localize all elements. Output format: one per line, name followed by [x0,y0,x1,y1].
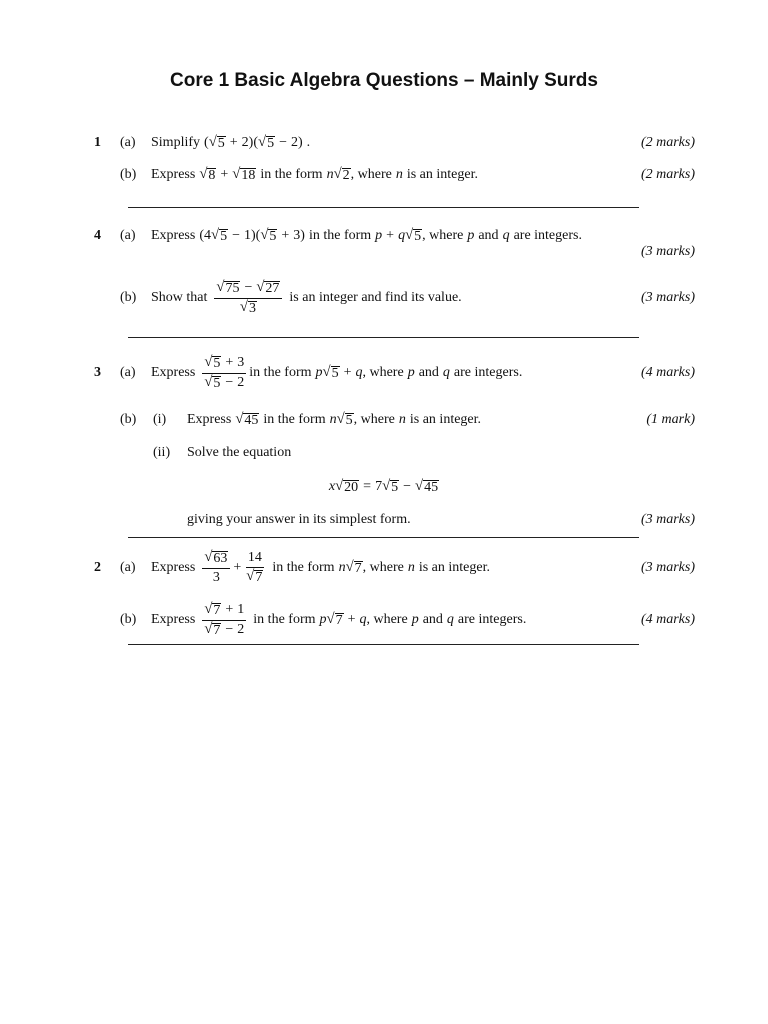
question-2-part-a [0,548,768,588]
marks: (4 marks) [640,365,695,380]
part-label: (a) [120,135,136,150]
document-title: Core 1 Basic Algebra Questions – Mainly Surds [170,70,598,91]
question-4-part-a-marks-row [0,232,768,272]
marks: (3 marks) [640,290,695,305]
fraction: √ 63 3 [202,550,230,585]
subpart-label: (i) [153,412,167,427]
fraction: √ 5 + 3 √ 5 − 2 [204,353,245,391]
part-label: (a) [120,365,136,380]
question-number: 2 [94,560,101,575]
question-text: Show that √ 75 − √ 27 √ 3 is an integer and find its value. [151,278,462,316]
question-text: Express √ 7 + 1 √ 7 − 2 in the form p √ 7 + q , where p and q are integers. [151,600,527,638]
question-text: Express √ 45 in the form n √ 5 , where n is an integer. [187,410,482,428]
divider [128,337,639,338]
question-number: 4 [94,228,101,243]
part-label: (a) [120,560,136,575]
part-label: (b) [120,167,137,182]
marks: (4 marks) [640,612,695,627]
fraction: 14 √ 7 [246,550,263,585]
divider [128,207,639,208]
question-number: 1 [94,135,101,150]
part-label: (a) [120,228,136,243]
question-text: Simplify ( √ 5 + 2 ) ( √ 5 − 2 ) . [151,133,311,151]
question-1-part-b [0,155,768,195]
question-3-part-b-ii-answer [0,500,768,540]
fraction: √ 75 − √ 27 √ 3 [214,280,282,316]
marks: (3 marks) [640,244,695,259]
question-text: Express √ 5 + 3 √ 5 − 2 in the form p √ 5 + q , where p and q are integers. [151,353,523,391]
equation: x √ 20 = 7 √ 5 − √ 45 [328,477,439,495]
part-label: (b) [120,290,137,305]
marks: (2 marks) [640,167,695,182]
question-4-part-b [0,278,768,318]
question-text: Express √ 8 + √ 18 in the form n √ 2 , where n is an integer. [151,165,478,183]
marks: (3 marks) [640,512,695,527]
marks: (1 mark) [646,412,695,427]
part-label: (b) [120,612,137,627]
divider [128,537,639,538]
answer-instruction: giving your answer in its simplest form. [187,512,411,527]
question-2-part-b [0,600,768,640]
divider [128,644,639,645]
marks: (2 marks) [640,135,695,150]
question-text: Express √ 63 3 + 14 √ 7 in the form n √ 7 , where n is an integer. [151,549,490,586]
subpart-label: (ii) [153,445,171,460]
part-label: (b) [120,412,137,427]
question-3-part-a [0,353,768,393]
question-text: Express ( 4 √ 5 − 1 ) ( √ 5 + 3 ) in the form p + q √ 5 , where p and q are integers. [151,226,582,244]
marks: (3 marks) [640,560,695,575]
fraction: √ 7 + 1 √ 7 − 2 [204,600,245,638]
question-text: Solve the equation [187,445,292,460]
question-number: 3 [94,365,101,380]
